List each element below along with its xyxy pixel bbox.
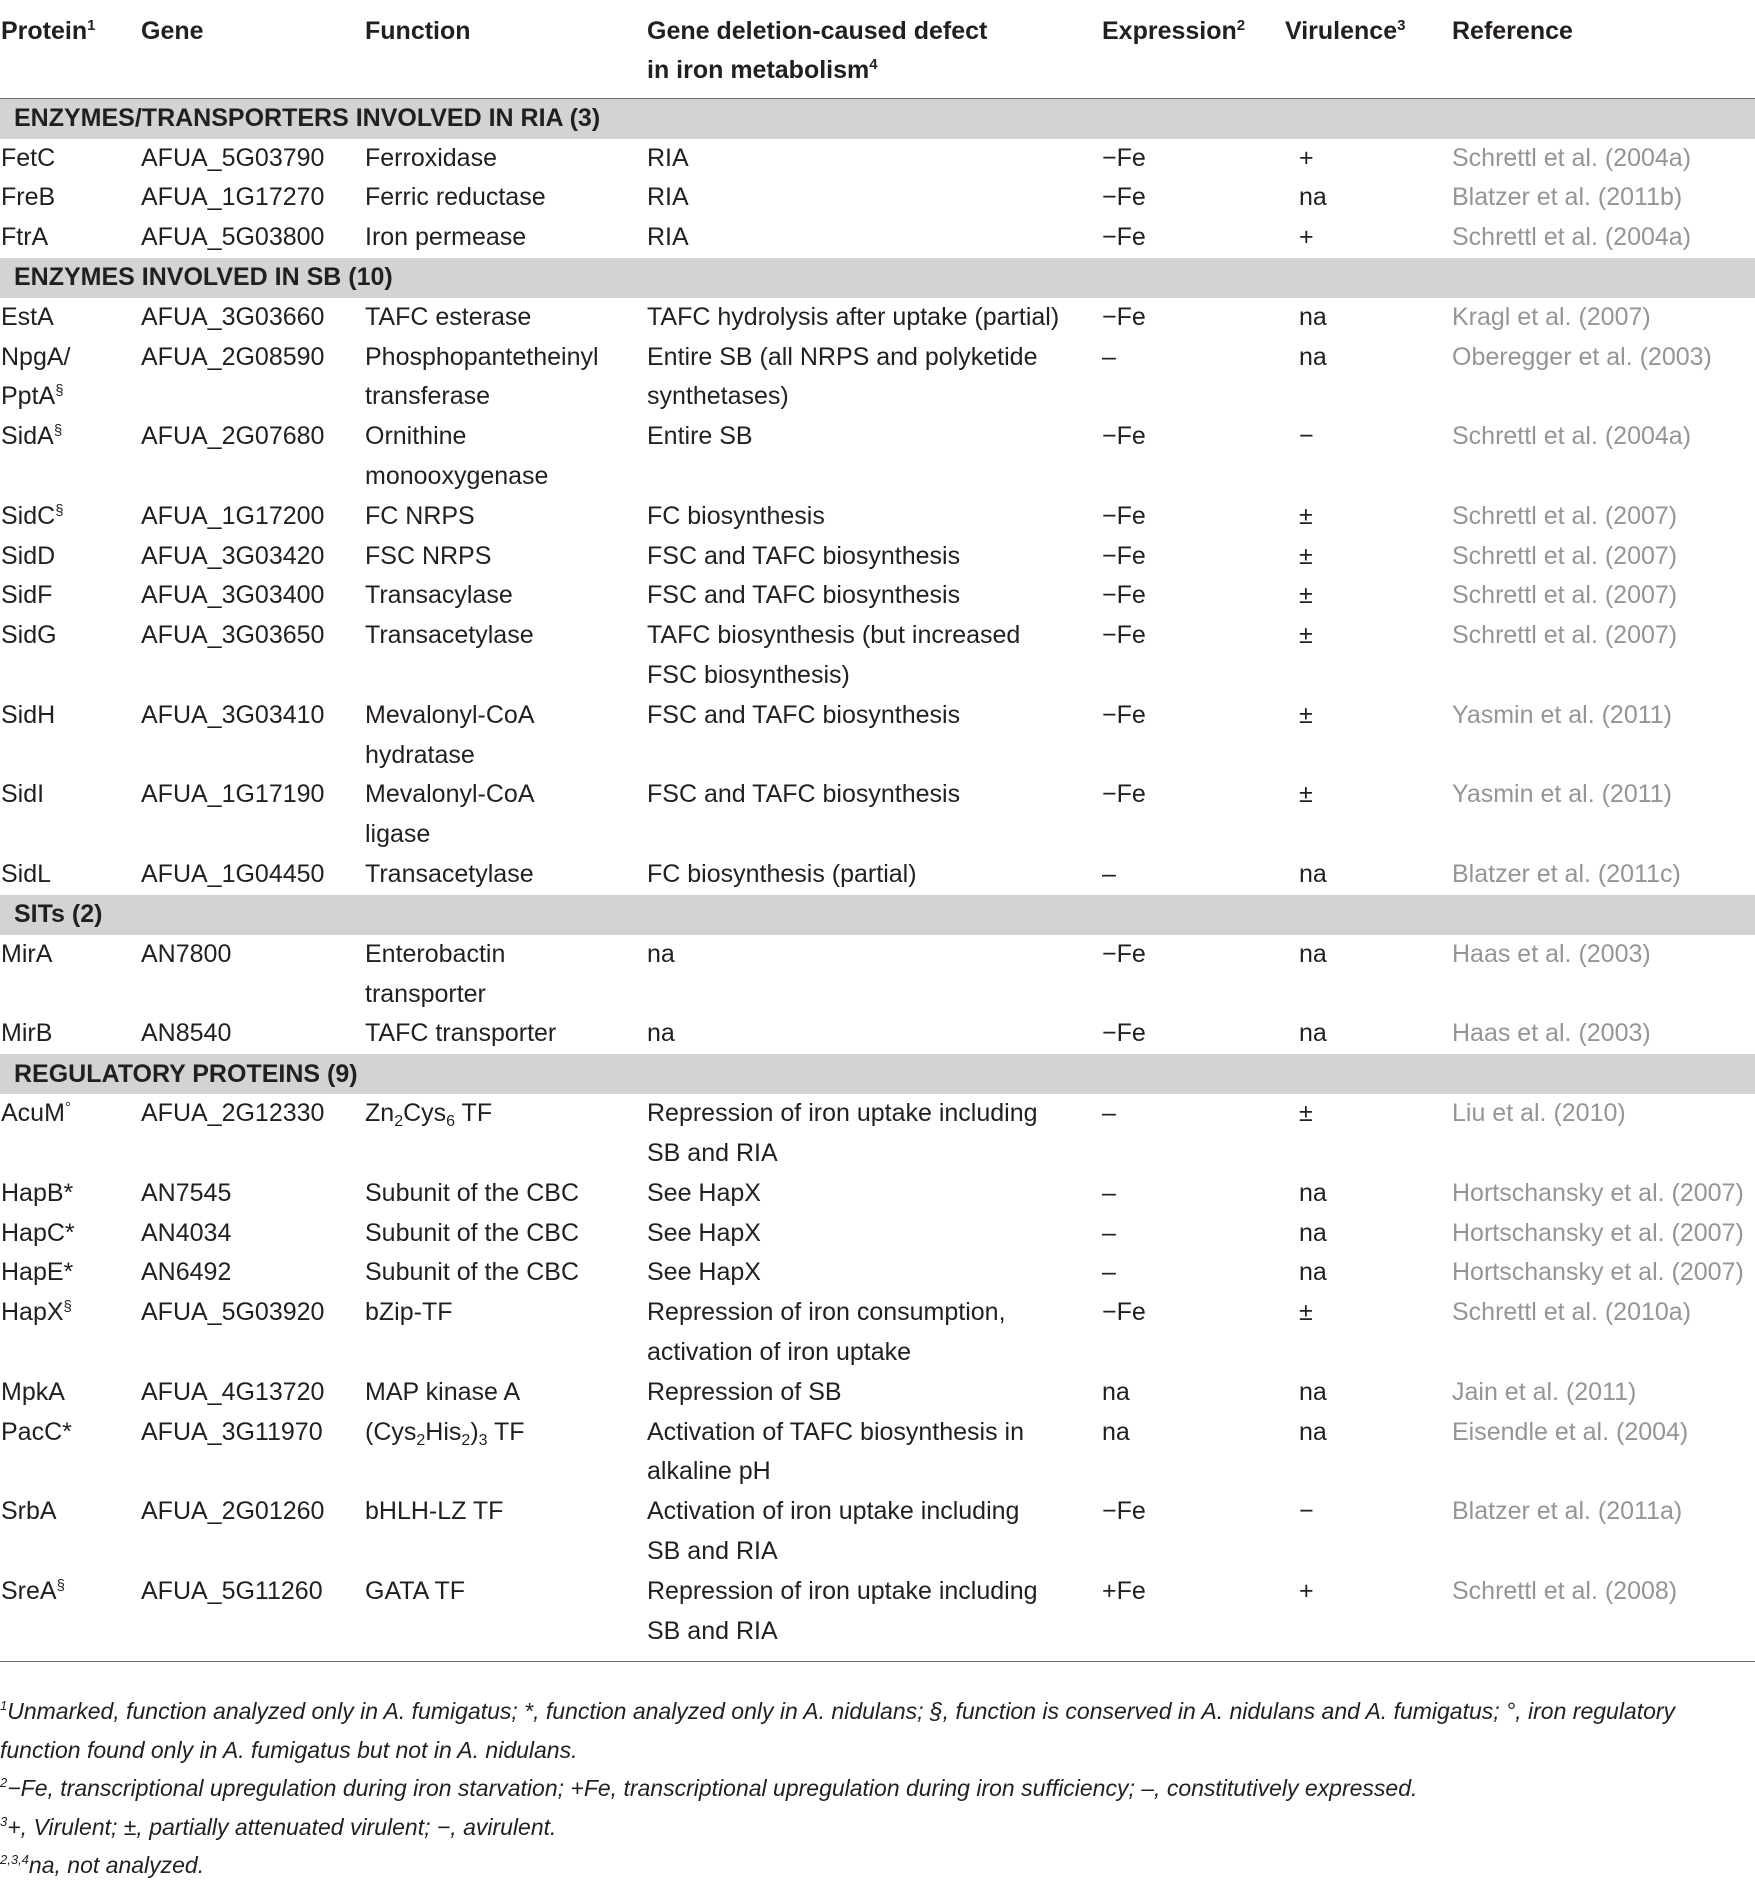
cell-gene: AN8540 [141, 1019, 232, 1048]
cell-expression: – [1102, 860, 1116, 889]
table-row [0, 1014, 1755, 1054]
cell-function: Enterobactin transporter [365, 939, 506, 1008]
cell-gene: AFUA_2G01260 [141, 1497, 325, 1526]
table-row [0, 139, 1755, 179]
table-row [0, 1253, 1755, 1293]
cell-defect: TAFC biosynthesis (but increased FSC biosynthesis) [647, 621, 1021, 690]
section-header-ria [0, 98, 1755, 139]
cell-reference: Schrettl et al. (2007) [1452, 621, 1678, 650]
cell-protein: SreA§ [0, 1572, 141, 1662]
cell-protein: MpkA [1, 1377, 65, 1406]
cell-defect: Entire SB (all NRPS and polyketide synthetases) [647, 342, 1038, 411]
cell-gene: AFUA_1G04450 [141, 860, 325, 889]
section-title: REGULATORY PROTEINS (9) [0, 1054, 1755, 1094]
header-reference: Reference [1452, 0, 1755, 98]
cell-reference: Haas et al. (2003) [1452, 939, 1651, 968]
cell-gene: AFUA_3G03420 [141, 541, 325, 570]
cell-reference: Yasmin et al. (2011) [1452, 700, 1673, 729]
cell-protein: FetC [1, 143, 56, 172]
cell-reference: Yasmin et al. (2011) [1452, 780, 1673, 809]
cell-protein: MirB [1, 1019, 53, 1048]
table-row [0, 338, 1755, 418]
cell-virulence: + [1299, 223, 1314, 252]
cell-reference: Hortschansky et al. (2007) [1452, 1258, 1744, 1287]
cell-reference: Schrettl et al. (2004a) [1452, 223, 1692, 252]
cell-expression: −Fe [1102, 939, 1146, 968]
table-row [0, 298, 1755, 338]
cell-defect: Repression of iron uptake including SB and RIA [647, 1572, 1102, 1662]
cell-protein: SidG [1, 621, 57, 650]
table-row [0, 935, 1755, 1015]
cell-reference: Hortschansky et al. (2007) [1452, 1178, 1744, 1207]
cell-function: GATA TF [365, 1572, 647, 1662]
cell-gene: AFUA_5G03800 [141, 223, 325, 252]
cell-virulence: ± [1299, 780, 1313, 809]
cell-virulence: − [1299, 422, 1314, 451]
cell-protein: HapE* [1, 1258, 74, 1287]
table-row [0, 1373, 1755, 1413]
cell-virulence: ± [1299, 700, 1313, 729]
cell-gene: AN7545 [141, 1178, 232, 1207]
cell-reference: Blatzer et al. (2011a) [1452, 1497, 1683, 1526]
cell-function: Mevalonyl-CoA ligase [365, 780, 535, 849]
cell-reference: Blatzer et al. (2011b) [1452, 183, 1683, 212]
cell-virulence: ± [1299, 581, 1313, 610]
cell-reference: Kragl et al. (2007) [1452, 302, 1651, 331]
cell-expression: na [1102, 1417, 1130, 1446]
cell-function: Iron permease [365, 223, 527, 252]
cell-defect: Repression of iron uptake including SB and RIA [647, 1099, 1038, 1168]
cell-function: Subunit of the CBC [365, 1178, 580, 1207]
table-row [0, 1214, 1755, 1254]
cell-protein: AcuM° [1, 1099, 71, 1128]
cell-reference: Haas et al. (2003) [1452, 1019, 1651, 1048]
cell-reference: Schrettl et al. (2004a) [1452, 422, 1692, 451]
cell-protein: SidA§ [1, 422, 63, 451]
cell-defect: FSC and TAFC biosynthesis [647, 581, 961, 610]
cell-protein: SidH [1, 700, 56, 729]
cell-expression: −Fe [1102, 302, 1146, 331]
footnote-4: $^{2,3,4}$na, not analyzed. [0, 1852, 205, 1878]
cell-virulence: na [1299, 183, 1327, 212]
cell-protein: HapC* [1, 1218, 75, 1247]
cell-expression: +Fe [1102, 1572, 1285, 1662]
cell-expression: – [1102, 1218, 1116, 1247]
cell-function: FSC NRPS [365, 541, 492, 570]
cell-virulence: ± [1299, 1099, 1313, 1128]
cell-defect: Activation of iron uptake including SB and RIA [647, 1497, 1020, 1565]
cell-expression: −Fe [1102, 223, 1146, 252]
cell-defect: FSC and TAFC biosynthesis [647, 700, 961, 729]
cell-expression: −Fe [1102, 183, 1146, 212]
cell-gene: AFUA_5G03920 [141, 1298, 325, 1327]
cell-defect: na [647, 939, 675, 968]
cell-reference: Blatzer et al. (2011c) [1452, 860, 1681, 889]
cell-protein: SidC§ [1, 501, 64, 530]
cell-gene: AFUA_1G17200 [141, 501, 325, 530]
cell-function: Subunit of the CBC [365, 1218, 580, 1247]
cell-expression: −Fe [1102, 1497, 1146, 1526]
cell-function: Transacetylase [365, 621, 534, 650]
cell-virulence: na [1299, 342, 1327, 371]
cell-function: Ornithine monooxygenase [365, 422, 549, 491]
cell-expression: −Fe [1102, 581, 1146, 610]
cell-gene: AFUA_1G17190 [141, 780, 325, 809]
cell-reference: Schrettl et al. (2007) [1452, 541, 1678, 570]
cell-reference: Hortschansky et al. (2007) [1452, 1218, 1744, 1247]
cell-protein: FreB [1, 183, 56, 212]
cell-defect: FSC and TAFC biosynthesis [647, 780, 961, 809]
cell-protein: SidD [1, 541, 56, 570]
cell-expression: −Fe [1102, 541, 1146, 570]
cell-gene: AFUA_5G11260 [141, 1572, 365, 1662]
cell-expression: −Fe [1102, 700, 1146, 729]
cell-expression: −Fe [1102, 501, 1146, 530]
cell-function: $(Cys_2His_2)_3$ TF [365, 1417, 525, 1449]
cell-virulence: na [1299, 1377, 1327, 1406]
cell-function: MAP kinase A [365, 1377, 521, 1406]
cell-gene: AFUA_3G03660 [141, 302, 325, 331]
cell-gene: AFUA_1G17270 [141, 183, 325, 212]
cell-virulence: − [1299, 1497, 1314, 1526]
cell-gene: AFUA_2G08590 [141, 342, 325, 371]
cell-virulence: na [1299, 302, 1327, 331]
cell-defect: See HapX [647, 1178, 761, 1207]
cell-protein: SidF [1, 581, 53, 610]
cell-reference: Liu et al. (2010) [1452, 1099, 1626, 1128]
header-gene: Gene [141, 0, 365, 98]
section-header-regulatory [0, 1054, 1755, 1094]
cell-gene: AFUA_2G12330 [141, 1099, 325, 1128]
cell-gene: AN7800 [141, 939, 232, 968]
table-footnotes [0, 1692, 1755, 1885]
cell-virulence: na [1299, 1019, 1327, 1048]
cell-defect: RIA [647, 143, 689, 172]
cell-protein: PacC* [1, 1417, 72, 1446]
cell-function: $Zn_2Cys_6$ TF [365, 1099, 493, 1131]
cell-virulence: na [1299, 939, 1327, 968]
table-row [0, 1094, 1755, 1174]
table-row [0, 616, 1755, 696]
table-row [0, 1293, 1755, 1373]
cell-expression: −Fe [1102, 422, 1146, 451]
cell-protein: HapX§ [1, 1298, 72, 1327]
cell-reference: Jain et al. (2011) [1452, 1377, 1637, 1406]
cell-expression: −Fe [1102, 1019, 1146, 1048]
header-expression: Expression$^2$ [1102, 0, 1285, 98]
cell-reference: Schrettl et al. (2008) [1452, 1572, 1755, 1662]
footnote-2: $^2$−Fe, transcriptional upregulation during iron starvation; +Fe, transcriptional upregulation during iron sufficiency; –, constitutively expressed. [0, 1775, 1418, 1801]
cell-virulence: + [1285, 1572, 1452, 1662]
cell-expression: – [1102, 342, 1116, 371]
cell-protein: SidL [1, 860, 52, 889]
cell-reference: Oberegger et al. (2003) [1452, 342, 1712, 371]
cell-virulence: na [1299, 1218, 1327, 1247]
cell-function: bHLH-LZ TF [365, 1497, 504, 1526]
cell-defect: RIA [647, 183, 689, 212]
section-header-sb [0, 258, 1755, 298]
cell-protein: HapB* [1, 1178, 74, 1207]
cell-virulence: ± [1299, 621, 1313, 650]
cell-function: TAFC transporter [365, 1019, 557, 1048]
cell-defect: Repression of iron consumption, activation of iron uptake [647, 1298, 1006, 1367]
cell-function: bZip-TF [365, 1298, 453, 1327]
cell-virulence: ± [1299, 541, 1313, 570]
table-row [0, 1572, 1755, 1662]
cell-function: FC NRPS [365, 501, 475, 530]
header-defect: Gene deletion-caused defect in iron metabolism$^4$ [647, 0, 1102, 98]
cell-protein: MirA [1, 939, 53, 968]
cell-gene: AFUA_3G03650 [141, 621, 325, 650]
cell-function: Transacetylase [365, 860, 534, 889]
cell-function: Ferric reductase [365, 183, 546, 212]
cell-gene: AN6492 [141, 1258, 232, 1287]
cell-protein: NpgA/ PptA§ [1, 342, 71, 411]
header-function: Function [365, 0, 647, 98]
cell-expression: – [1102, 1178, 1116, 1207]
cell-defect: na [647, 1019, 675, 1048]
cell-expression: – [1102, 1258, 1116, 1287]
cell-function: Mevalonyl-CoA hydratase [365, 700, 535, 769]
cell-reference: Schrettl et al. (2004a) [1452, 143, 1692, 172]
cell-expression: na [1102, 1377, 1130, 1406]
cell-virulence: ± [1299, 501, 1313, 530]
header-protein: Protein$^1$ [0, 0, 141, 98]
table-row [0, 417, 1755, 497]
section-title: ENZYMES INVOLVED IN SB (10) [0, 258, 1755, 298]
cell-protein: SrbA [1, 1497, 57, 1526]
cell-expression: – [1102, 1099, 1116, 1128]
cell-defect: FC biosynthesis [647, 501, 825, 530]
cell-defect: See HapX [647, 1218, 761, 1247]
cell-protein: SidI [1, 780, 45, 809]
cell-gene: AN4034 [141, 1218, 232, 1247]
cell-gene: AFUA_5G03790 [141, 143, 325, 172]
table-row [0, 537, 1755, 577]
cell-reference: Schrettl et al. (2007) [1452, 581, 1678, 610]
cell-virulence: na [1299, 860, 1327, 889]
cell-function: TAFC esterase [365, 302, 532, 331]
cell-gene: AFUA_3G03400 [141, 581, 325, 610]
cell-reference: Schrettl et al. (2010a) [1452, 1298, 1692, 1327]
table-row [0, 178, 1755, 218]
table-row [0, 1413, 1755, 1493]
table-row [0, 855, 1755, 895]
cell-gene: AFUA_3G03410 [141, 700, 325, 729]
cell-function: Ferroxidase [365, 143, 497, 172]
cell-expression: −Fe [1102, 1298, 1146, 1327]
cell-gene: AFUA_2G07680 [141, 422, 325, 451]
footnote-3: $^3$+, Virulent; ±, partially attenuated virulent; −, avirulent. [0, 1813, 557, 1840]
cell-defect: FC biosynthesis (partial) [647, 860, 917, 889]
cell-virulence: ± [1299, 1298, 1313, 1327]
cell-defect: See HapX [647, 1258, 761, 1287]
cell-reference: Eisendle et al. (2004) [1452, 1417, 1689, 1446]
cell-expression: −Fe [1102, 780, 1146, 809]
cell-virulence: na [1299, 1417, 1327, 1446]
cell-expression: −Fe [1102, 143, 1146, 172]
cell-virulence: na [1299, 1258, 1327, 1287]
cell-gene: AFUA_4G13720 [141, 1377, 325, 1406]
cell-virulence: na [1299, 1178, 1327, 1207]
table-row [0, 497, 1755, 537]
table-row [0, 1174, 1755, 1214]
cell-function: Subunit of the CBC [365, 1258, 580, 1287]
table-row [0, 696, 1755, 776]
cell-function: Transacylase [365, 581, 513, 610]
cell-defect: Entire SB [647, 422, 753, 451]
section-title: SITs (2) [0, 895, 1755, 935]
cell-defect: FSC and TAFC biosynthesis [647, 541, 961, 570]
cell-protein: FtrA [1, 223, 49, 252]
cell-defect: RIA [647, 223, 689, 252]
cell-function: Phosphopantetheinyl transferase [365, 342, 599, 411]
header-virulence: Virulence$^3$ [1285, 0, 1452, 98]
cell-defect: Activation of TAFC biosynthesis in alkaline pH [647, 1417, 1025, 1486]
cell-reference: Schrettl et al. (2007) [1452, 501, 1678, 530]
table-row [0, 775, 1755, 855]
table-row [0, 1492, 1755, 1572]
footnote-1: $^1$Unmarked, function analyzed only in A. fumigatus; *, function analyzed only in A. nidulans; §, function is conserved in A. nidulans and A. fumigatus; °, iron regulatory function found only in A. fumigatus but not in A. nidulans. [0, 1698, 1676, 1763]
cell-defect: Repression of SB [647, 1377, 842, 1406]
section-title: ENZYMES/TRANSPORTERS INVOLVED IN RIA (3) [0, 98, 1755, 139]
table-row [0, 576, 1755, 616]
cell-protein: EstA [1, 302, 54, 331]
cell-gene: AFUA_3G11970 [141, 1417, 323, 1446]
cell-expression: −Fe [1102, 621, 1146, 650]
section-header-sits [0, 895, 1755, 935]
cell-defect: TAFC hydrolysis after uptake (partial) [647, 302, 1060, 331]
table-row [0, 218, 1755, 258]
header-row [0, 0, 1755, 98]
cell-virulence: + [1299, 143, 1314, 172]
